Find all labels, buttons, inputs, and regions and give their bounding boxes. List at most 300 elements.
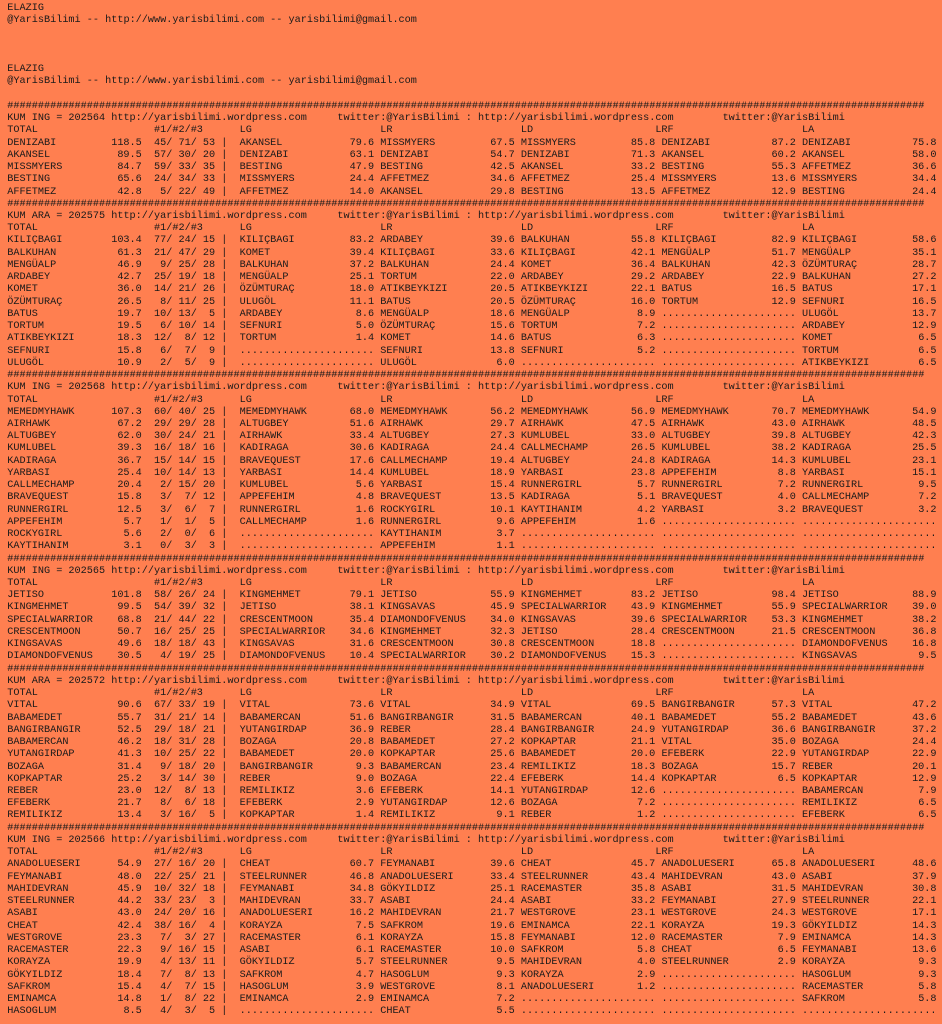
lg-rank-name: MENGÜALP xyxy=(239,272,289,284)
ld-rank-name: EMINAMCA xyxy=(520,920,570,932)
lrf-rank-value: 27.9 xyxy=(771,896,796,908)
ld-rank-name: TORTUM xyxy=(520,321,558,333)
pick-1: 24 xyxy=(154,174,167,186)
column-divider: | xyxy=(221,590,228,602)
table-row xyxy=(7,957,942,969)
ld-rank-value: 5.8 xyxy=(636,945,656,957)
column-divider: | xyxy=(221,345,228,357)
pick-separator: / xyxy=(190,969,197,981)
column-header-line xyxy=(7,847,942,859)
pick-2: 33 xyxy=(178,162,191,174)
title-joiner: : xyxy=(465,675,472,687)
ld-rank-value: 14.4 xyxy=(630,773,656,785)
lrf-rank-value: 36.6 xyxy=(771,724,796,736)
pick-3: 3 xyxy=(209,541,216,553)
pick-3: 13 xyxy=(202,467,216,479)
lrf-rank-value: 7.2 xyxy=(777,480,796,492)
lg-rank-value: 2.9 xyxy=(355,993,375,1005)
site-url: http://yarisbilimi.wordpress.com xyxy=(478,565,674,577)
pick-separator: / xyxy=(190,957,197,969)
column-divider: | xyxy=(221,896,228,908)
total-score: 19.9 xyxy=(117,957,142,969)
lr-rank-name: KOPKAPTAR xyxy=(380,749,436,761)
column-divider: | xyxy=(221,626,228,638)
lrf-empty-cell: ...................... xyxy=(661,529,796,541)
pick-separator: / xyxy=(166,957,173,969)
lg-rank-name: AKANSEL xyxy=(239,137,283,149)
ld-rank-value: 85.8 xyxy=(630,137,656,149)
la-rank-name: MISSMYERS xyxy=(802,174,858,186)
pick-separator: / xyxy=(190,786,197,797)
lg-rank-name: KILIÇBAGI xyxy=(239,235,295,247)
column-divider: | xyxy=(221,981,228,993)
pick-separator: / xyxy=(166,431,173,443)
header-la: LA xyxy=(802,688,815,700)
column-header-line xyxy=(7,578,942,590)
pick-separator: / xyxy=(166,932,173,944)
pick-separator: / xyxy=(190,467,197,479)
column-divider: | xyxy=(221,724,228,736)
separator-line xyxy=(7,823,942,835)
table-row xyxy=(7,358,942,370)
lr-rank-value: 24.4 xyxy=(490,443,515,455)
total-score: 99.5 xyxy=(117,602,142,614)
total-score: 25.4 xyxy=(117,467,142,479)
pick-2: 0 xyxy=(184,529,191,541)
pick-separator: / xyxy=(166,308,173,320)
intro-contact-line xyxy=(7,15,942,27)
pick-separator: / xyxy=(190,308,197,320)
pick-separator: / xyxy=(190,724,197,736)
lg-rank-value: 6.1 xyxy=(355,932,375,944)
ld-rank-value: 5.7 xyxy=(636,480,656,492)
la-rank-value: 27.2 xyxy=(912,272,937,284)
lrf-empty-cell: ...................... xyxy=(661,516,796,528)
lrf-empty-cell: ...................... xyxy=(661,357,796,369)
pick-1: 3 xyxy=(160,504,167,516)
la-rank-value: 37.9 xyxy=(912,871,937,883)
lg-rank-value: 20.8 xyxy=(349,737,375,749)
table-row xyxy=(7,480,942,492)
lr-rank-value: 6.0 xyxy=(496,357,515,369)
ld-rank-name: APPEFEHIM xyxy=(520,516,576,528)
column-divider: | xyxy=(221,700,228,712)
horse-name: CALLMECHAMP xyxy=(7,480,75,492)
pick-separator: / xyxy=(166,235,173,247)
la-rank-value: 22.9 xyxy=(912,749,937,761)
la-rank-value: 6.5 xyxy=(918,333,937,345)
lg-rank-value: 51.6 xyxy=(349,712,375,724)
lg-rank-name: HASOGLUM xyxy=(239,981,289,993)
pick-separator: / xyxy=(166,406,173,418)
lrf-rank-value: 55.3 xyxy=(771,162,796,174)
lr-rank-value: 24.4 xyxy=(490,896,515,908)
pick-3: 15 xyxy=(202,455,216,467)
la-rank-value: 37.2 xyxy=(912,724,937,736)
ld-rank-name: KINGMEHMET xyxy=(520,590,582,602)
la-rank-name: AIRHAWK xyxy=(802,418,845,430)
lrf-rank-value: 35.0 xyxy=(771,737,796,749)
la-rank-value: 6.5 xyxy=(918,357,937,369)
ld-empty-cell: ...................... xyxy=(520,1006,656,1018)
ld-rank-value: 7.2 xyxy=(636,798,656,810)
column-divider: | xyxy=(221,761,228,773)
pick-1: 29 xyxy=(154,724,167,736)
lr-rank-name: WESTGROVE xyxy=(380,981,436,993)
pick-3: 53 xyxy=(202,137,216,149)
horse-name: JETISO xyxy=(7,590,44,602)
pick-3: 49 xyxy=(202,186,216,198)
race-title: KUM ARA = 202575 xyxy=(7,210,106,222)
column-divider: | xyxy=(221,431,228,443)
lr-rank-name: YARBASI xyxy=(380,480,424,492)
la-rank-value: 16.5 xyxy=(912,296,937,308)
lg-rank-value: 39.4 xyxy=(349,247,375,259)
total-score: 55.7 xyxy=(117,712,142,724)
pick-2: 16 xyxy=(178,945,191,957)
lr-rank-value: 28.4 xyxy=(490,724,515,736)
table-row xyxy=(7,810,942,822)
pick-1: 18 xyxy=(154,737,167,749)
lr-rank-value: 27.2 xyxy=(490,737,515,749)
pick-3: 20 xyxy=(202,480,216,492)
total-score: 5.7 xyxy=(123,516,142,528)
pick-2: 7 xyxy=(184,492,191,504)
pick-2: 40 xyxy=(178,406,191,418)
lg-rank-name: GÖKYILDIZ xyxy=(239,957,295,969)
twitter-handle: twitter:@YarisBilimi xyxy=(722,675,845,687)
horse-name: BANGIRBANGIR xyxy=(7,724,81,736)
lrf-rank-value: 22.9 xyxy=(771,749,796,761)
site-url: http://yarisbilimi.wordpress.com xyxy=(478,382,674,394)
ld-rank-value: 45.7 xyxy=(630,859,656,871)
pick-3: 9 xyxy=(209,357,216,369)
lr-rank-value: 34.6 xyxy=(490,174,515,186)
lr-rank-name: BANGIRBANGIR xyxy=(380,712,454,724)
lr-rank-name: SAFKROM xyxy=(380,920,424,932)
la-rank-name: ASABI xyxy=(802,871,833,883)
lr-rank-name: MENGÜALP xyxy=(380,308,430,320)
table-row xyxy=(7,725,942,737)
pick-3: 25 xyxy=(202,651,216,663)
pick-1: 29 xyxy=(154,418,167,430)
pick-3: 11 xyxy=(202,957,216,969)
pick-2: 8 xyxy=(184,786,191,797)
ld-rank-name: MAHIDEVRAN xyxy=(520,957,582,969)
total-score: 21.7 xyxy=(117,798,142,810)
horse-name: RACEMASTER xyxy=(7,945,69,957)
race-section xyxy=(7,370,942,554)
lg-rank-name: SAFKROM xyxy=(239,969,283,981)
pick-separator: / xyxy=(166,590,173,602)
ld-rank-name: KINGSAVAS xyxy=(520,614,576,626)
header-lg: LG xyxy=(239,125,252,137)
horse-name: ANADOLUESERI xyxy=(7,859,81,871)
pick-separator: / xyxy=(190,235,197,247)
horse-name: KAYTIHANIM xyxy=(7,541,69,553)
table-row xyxy=(7,333,942,345)
ld-rank-value: 83.2 xyxy=(630,590,656,602)
lrf-rank-value: 57.3 xyxy=(771,700,796,712)
ld-rank-value: 1.6 xyxy=(636,516,656,528)
lg-rank-name: EFEBERK xyxy=(239,798,283,810)
la-rank-name: MENGÜALP xyxy=(802,247,851,259)
horse-name: KINGSAVAS xyxy=(7,639,63,651)
la-rank-value: 38.2 xyxy=(912,614,937,626)
table-row xyxy=(7,431,942,443)
pick-separator: / xyxy=(166,920,173,932)
pick-2: 19 xyxy=(178,651,191,663)
pick-1: 30 xyxy=(154,431,167,443)
title-joiner: : xyxy=(465,382,472,394)
pick-separator: / xyxy=(166,737,173,749)
pick-2: 14 xyxy=(178,455,191,467)
city-name: ELAZIG xyxy=(7,64,44,76)
lr-rank-name: KILIÇBAGI xyxy=(380,247,436,259)
table-row xyxy=(7,517,942,529)
hash-separator: ###################################################################################################################################################### xyxy=(7,822,925,834)
pick-2: 47 xyxy=(178,247,191,259)
lr-rank-name: ALTUGBEY xyxy=(380,431,430,443)
horse-name: KUMLUBEL xyxy=(7,443,57,455)
column-divider: | xyxy=(221,908,228,920)
city-name: ELAZIG xyxy=(7,3,44,14)
table-row xyxy=(7,921,942,933)
total-score: 61.3 xyxy=(117,247,142,259)
total-score: 39.3 xyxy=(117,443,142,455)
pick-1: 45 xyxy=(154,137,167,149)
ld-empty-cell: ...................... xyxy=(520,357,656,369)
lr-rank-value: 20.5 xyxy=(490,296,515,308)
lrf-rank-value: 82.9 xyxy=(771,235,796,247)
lr-rank-value: 25.6 xyxy=(490,749,515,761)
pick-separator: / xyxy=(166,186,173,198)
lr-rank-value: 15.4 xyxy=(490,480,515,492)
pick-1: 24 xyxy=(154,908,167,920)
lg-rank-name: ASABI xyxy=(239,945,271,957)
ld-rank-value: 22.1 xyxy=(630,920,656,932)
lg-rank-value: 5.0 xyxy=(355,321,375,333)
pick-3: 21 xyxy=(202,724,216,736)
lrf-empty-cell: ...................... xyxy=(661,1006,796,1018)
la-rank-value: 6.5 xyxy=(918,345,937,357)
la-rank-value: 6.5 xyxy=(918,810,937,822)
la-rank-name: ANADOLUESERI xyxy=(802,859,876,871)
lrf-rank-value: 19.3 xyxy=(771,920,796,932)
ld-rank-name: FEYMANABI xyxy=(520,932,576,944)
column-divider: | xyxy=(221,737,228,749)
ld-empty-cell: ...................... xyxy=(520,541,656,553)
column-divider: | xyxy=(221,932,228,944)
column-header-line xyxy=(7,395,942,407)
pick-separator: / xyxy=(190,712,197,724)
pick-3: 19 xyxy=(202,700,216,712)
lg-rank-value: 34.8 xyxy=(349,883,375,895)
header-la: LA xyxy=(802,125,815,137)
table-row xyxy=(7,982,942,994)
column-divider: | xyxy=(221,712,228,724)
horse-name: BABAMEDET xyxy=(7,712,63,724)
ld-rank-value: 55.8 xyxy=(630,235,656,247)
ld-rank-name: ÖZÜMTURAÇ xyxy=(520,296,576,308)
horse-name: BABAMERCAN xyxy=(7,737,69,749)
lg-rank-value: 79.1 xyxy=(349,590,375,602)
la-rank-name: GÖKYILDIZ xyxy=(802,920,858,932)
lr-rank-value: 19.4 xyxy=(490,455,515,467)
horse-name: SAFKROM xyxy=(7,981,51,993)
pick-2: 13 xyxy=(178,957,191,969)
lr-rank-name: TORTUM xyxy=(380,272,417,284)
lg-rank-name: AIRHAWK xyxy=(239,431,283,443)
lr-rank-name: AKANSEL xyxy=(380,186,424,198)
lg-rank-name: FEYMANABI xyxy=(239,883,295,895)
lrf-rank-value: 22.9 xyxy=(771,272,796,284)
lrf-rank-name: BATUS xyxy=(661,284,693,296)
section-title-line xyxy=(7,566,942,578)
pick-1: 1 xyxy=(160,993,167,1005)
ld-rank-name: KADIRAGA xyxy=(520,492,570,504)
horse-name: KADIRAGA xyxy=(7,455,57,467)
header-total: TOTAL xyxy=(7,125,38,137)
pick-2: 5 xyxy=(184,357,191,369)
total-score: 43.0 xyxy=(117,908,142,920)
lg-rank-value: 47.9 xyxy=(349,162,375,174)
pick-separator: / xyxy=(190,590,197,602)
pick-separator: / xyxy=(190,920,197,932)
ld-rank-name: WESTGROVE xyxy=(520,908,576,920)
la-rank-name: KOPKAPTAR xyxy=(802,773,858,785)
lr-rank-name: BABAMEDET xyxy=(380,737,436,749)
separator-line xyxy=(7,554,942,566)
la-rank-name: SAFKROM xyxy=(802,993,845,1005)
intro-city-line xyxy=(7,3,942,15)
lrf-rank-name: RACEMASTER xyxy=(661,932,723,944)
lrf-rank-name: STEELRUNNER xyxy=(661,957,729,969)
lrf-rank-name: MEMEDMYHAWK xyxy=(661,406,729,418)
table-row xyxy=(7,505,942,517)
ld-rank-name: DIAMONDOFVENUS xyxy=(520,651,607,663)
title-joiner: : xyxy=(465,210,472,222)
lr-rank-value: 19.6 xyxy=(490,920,515,932)
ld-rank-value: 56.9 xyxy=(630,406,656,418)
pick-separator: / xyxy=(166,810,173,822)
lrf-rank-name: SPECIALWARRIOR xyxy=(661,614,748,626)
lrf-rank-value: 21.5 xyxy=(771,626,796,638)
table-row xyxy=(7,970,942,982)
lg-rank-value: 10.4 xyxy=(349,651,375,663)
ld-rank-name: SEFNURI xyxy=(520,345,564,357)
la-rank-value: 24.4 xyxy=(912,186,937,198)
lrf-rank-value: 16.5 xyxy=(771,284,796,296)
column-divider: | xyxy=(221,883,228,895)
column-divider: | xyxy=(221,957,228,969)
lg-empty-cell: ...................... xyxy=(239,1006,375,1018)
la-rank-name: ÖZÜMTURAÇ xyxy=(802,259,858,271)
horse-name: CHEAT xyxy=(7,920,38,932)
column-divider: | xyxy=(221,296,228,308)
lg-rank-name: BALKUHAN xyxy=(239,259,289,271)
pick-3: 25 xyxy=(202,296,216,308)
hash-separator: ###################################################################################################################################################### xyxy=(7,370,925,382)
pick-2: 21 xyxy=(178,712,191,724)
pick-1: 38 xyxy=(154,920,167,932)
la-rank-value: 36.6 xyxy=(912,162,937,174)
lr-rank-name: REMILIKIZ xyxy=(380,810,436,822)
header-la: LA xyxy=(802,394,815,406)
la-rank-value: 39.0 xyxy=(912,602,937,614)
column-divider: | xyxy=(221,541,228,553)
lr-rank-value: 39.6 xyxy=(490,235,515,247)
header-picks: #1/#2/#3 xyxy=(154,223,203,235)
pick-separator: / xyxy=(190,186,197,198)
column-divider: | xyxy=(221,492,228,504)
pick-separator: / xyxy=(190,174,197,186)
pick-2: 8 xyxy=(184,969,191,981)
race-title: KUM ING = 202566 xyxy=(7,834,106,846)
lrf-rank-value: 55.9 xyxy=(771,602,796,614)
hash-separator: ###################################################################################################################################################### xyxy=(7,553,925,565)
ld-rank-name: CRESCENTMOON xyxy=(520,639,595,651)
header-lrf: LRF xyxy=(655,125,674,137)
lr-rank-value: 14.6 xyxy=(490,333,515,345)
lr-rank-name: AIRHAWK xyxy=(380,418,424,430)
pick-1: 8 xyxy=(160,798,167,810)
ld-rank-value: 36.4 xyxy=(630,259,656,271)
pick-1: 7 xyxy=(160,932,167,944)
pick-2: 71 xyxy=(178,137,191,149)
race-section xyxy=(7,554,942,664)
intro-city-line xyxy=(7,64,942,76)
pick-1: 9 xyxy=(160,761,167,773)
pick-2: 6 xyxy=(184,504,191,516)
pick-separator: / xyxy=(190,1006,197,1018)
ld-rank-name: KUMLUBEL xyxy=(520,431,570,443)
la-rank-value: 3.2 xyxy=(918,504,937,516)
column-divider: | xyxy=(221,308,228,320)
pick-separator: / xyxy=(190,945,197,957)
pick-separator: / xyxy=(166,871,173,883)
lr-rank-name: BRAVEQUEST xyxy=(380,492,442,504)
lg-rank-name: RUNNERGIRL xyxy=(239,504,301,516)
la-rank-value: 22.1 xyxy=(912,896,937,908)
column-divider: | xyxy=(221,467,228,479)
pick-1: 22 xyxy=(154,871,167,883)
lrf-rank-value: 98.4 xyxy=(771,590,796,602)
table-row xyxy=(7,737,942,749)
la-rank-name: VITAL xyxy=(802,700,833,712)
pick-separator: / xyxy=(190,529,197,541)
header-lg: LG xyxy=(239,847,252,859)
la-rank-value: 35.1 xyxy=(912,247,937,259)
pick-separator: / xyxy=(190,357,197,369)
total-score: 49.6 xyxy=(117,639,142,651)
ld-rank-value: 43.4 xyxy=(630,871,656,883)
pick-3: 18 xyxy=(202,798,216,810)
lr-rank-name: EMINAMCA xyxy=(380,993,430,1005)
total-score: 3.1 xyxy=(123,541,142,553)
pick-separator: / xyxy=(190,749,197,761)
column-divider: | xyxy=(221,773,228,785)
lr-rank-value: 56.2 xyxy=(490,406,515,418)
lr-rank-value: 25.1 xyxy=(490,883,515,895)
lrf-rank-value: 51.7 xyxy=(771,247,796,259)
la-rank-value: 17.1 xyxy=(912,284,937,296)
lr-rank-value: 15.8 xyxy=(490,932,515,944)
lrf-rank-name: TORTUM xyxy=(661,296,699,308)
ld-rank-name: MISSMYERS xyxy=(520,137,576,149)
pick-2: 16 xyxy=(178,920,191,932)
lg-rank-name: KADIRAGA xyxy=(239,443,289,455)
